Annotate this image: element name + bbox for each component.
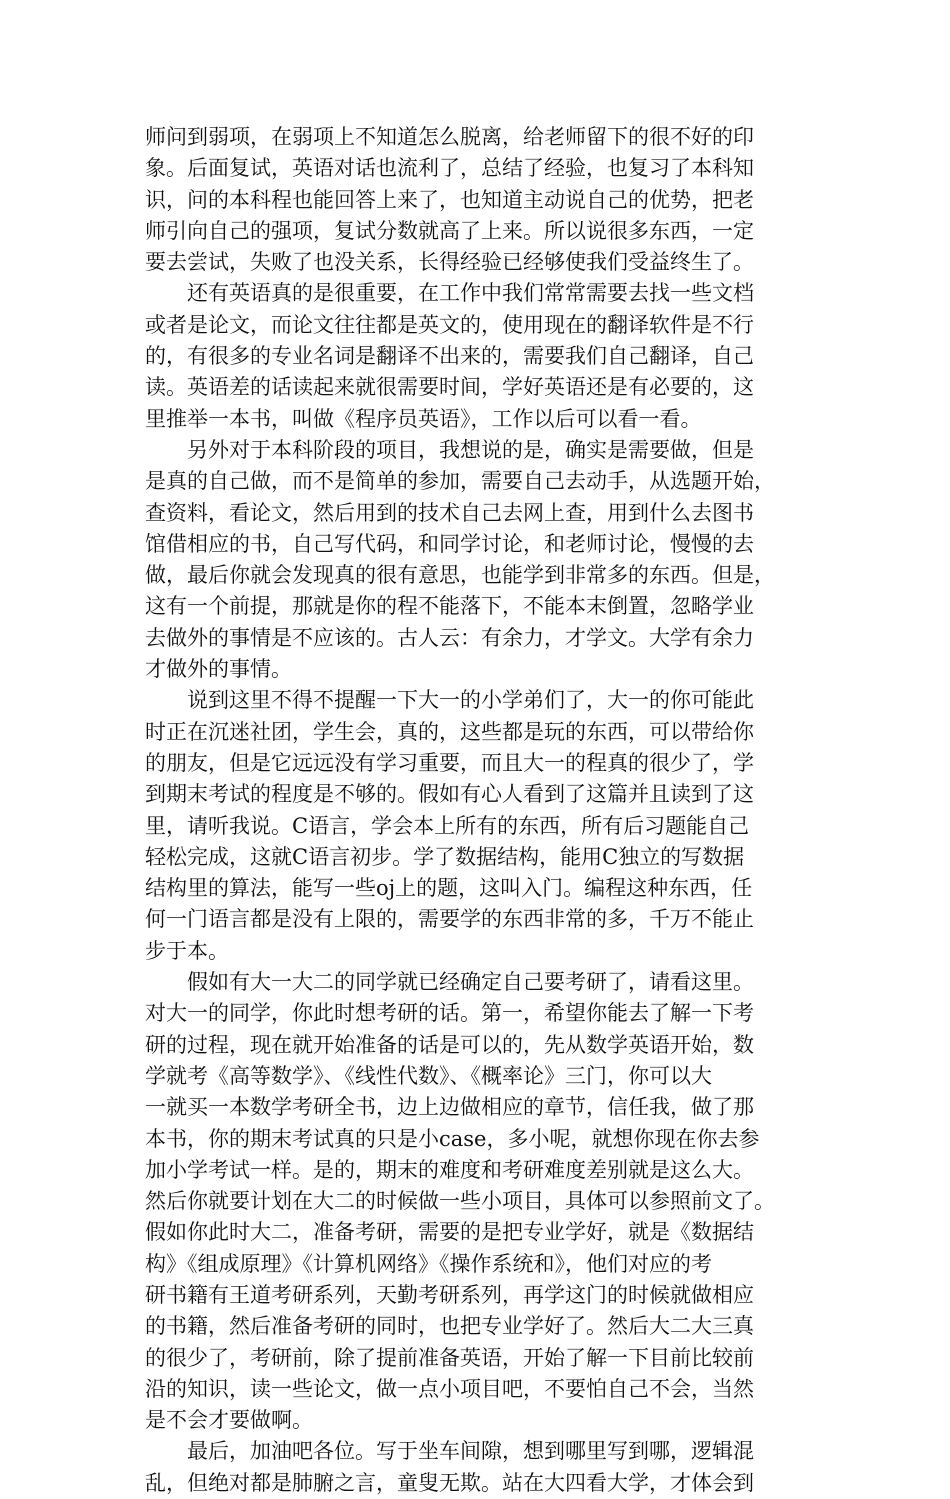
text-line: 一就买一本数学考研全书，边上边做相应的章节，信任我，做了那 [145, 1095, 754, 1120]
text-line: 然后你就要计划在大二的时候做一些小项目，具体可以参照前文了。 [145, 1189, 775, 1214]
text-line: 读。英语差的话读起来就很需要时间，学好英语还是有必要的，这 [145, 375, 754, 400]
text-line: 是不会才要做啊。 [145, 1408, 313, 1433]
paragraph-2 [145, 278, 805, 434]
text-line: 另外对于本科阶段的项目，我想说的是，确实是需要做，但是 [187, 437, 754, 462]
text-line: 师问到弱项，在弱项上不知道怎么脱离，给老师留下的很不好的印 [145, 125, 754, 149]
text-line: 结构里的算法，能写一些oj上的题，这叫入门。编程这种东西，任 [145, 876, 753, 901]
text-line: 师引向自己的强项，复试分数就高了上来。所以说很多东西，一定 [145, 218, 754, 243]
paragraph-5 [145, 967, 805, 1436]
text-line: 说到这里不得不提醒一下大一的小学弟们了，大一的你可能此 [187, 688, 754, 713]
paragraph-3 [145, 435, 805, 685]
text-line: 最后，加油吧各位。写于坐车间隙，想到哪里写到哪，逻辑混 [187, 1439, 754, 1464]
text-line: 构》《组成原理》《计算机网络》《操作系统和》，他们对应的考 [145, 1251, 712, 1276]
text-line: 的朋友，但是它远远没有学习重要，而且大一的程真的很少了，学 [145, 750, 754, 775]
text-line: 步于本。 [145, 938, 229, 963]
text-line: 轻松完成，这就C语言初步。学了数据结构，能用C独立的写数据 [145, 844, 745, 869]
text-line: 研的过程，现在就开始准备的话是可以的，先从数学英语开始，数 [145, 1032, 754, 1057]
text-line: 识，问的本科程也能回答上来了，也知道主动说自己的优势，把老 [145, 187, 754, 212]
text-line: 才做外的事情。 [145, 657, 292, 682]
text-line: 本书，你的期末考试真的只是小case，多小呢，就想你现在你去参 [145, 1126, 760, 1151]
text-line: 学就考《高等数学》、《线性代数》、《概率论》三门，你可以大 [145, 1063, 712, 1088]
text-line: 是真的自己做，而不是简单的参加，需要自己去动手，从选题开始， [145, 469, 775, 494]
text-line: 馆借相应的书，自己写代码，和同学讨论，和老师讨论，慢慢的去 [145, 531, 754, 556]
paragraph-1 [145, 122, 805, 278]
text-line: 查资料，看论文，然后用到的技术自己去网上查，用到什么去图书 [145, 500, 754, 525]
text-line: 假如有大一大二的同学就已经确定自己要考研了，请看这里。 [187, 970, 754, 995]
text-line: 还有英语真的是很重要，在工作中我们常常需要去找一些文档 [187, 281, 754, 306]
text-line: 或者是论文，而论文往往都是英文的，使用现在的翻译软件是不行 [145, 312, 754, 337]
document-body [145, 122, 805, 1499]
paragraph-6 [145, 1436, 805, 1499]
text-line: 象。后面复试，英语对话也流利了，总结了经验，也复习了本科知 [145, 156, 754, 181]
text-line: 何一门语言都是没有上限的，需要学的东西非常的多，千万不能止 [145, 907, 754, 932]
text-line: 对大一的同学，你此时想考研的话。第一，希望你能去了解一下考 [145, 1001, 754, 1026]
text-line: 加小学考试一样。是的，期末的难度和考研难度差别就是这么大。 [145, 1157, 754, 1182]
text-line: 的，有很多的专业名词是翻译不出来的，需要我们自己翻译，自己 [145, 344, 754, 369]
text-line: 这有一个前提，那就是你的程不能落下，不能本末倒置，忽略学业 [145, 594, 754, 619]
text-line: 乱，但绝对都是肺腑之言，童叟无欺。站在大四看大学，才体会到 [145, 1470, 754, 1495]
text-line: 时正在沉迷社团，学生会，真的，这些都是玩的东西，可以带给你 [145, 719, 754, 744]
text-line: 的很少了，考研前，除了提前准备英语，开始了解一下目前比较前 [145, 1345, 754, 1370]
text-line: 沿的知识，读一些论文，做一点小项目吧，不要怕自己不会，当然 [145, 1376, 754, 1401]
text-line: 里推举一本书，叫做《程序员英语》，工作以后可以看一看。 [145, 406, 702, 431]
text-line: 里，请听我说。C语言，学会本上所有的东西，所有后习题能自己 [145, 813, 750, 838]
text-line: 做，最后你就会发现真的很有意思，也能学到非常多的东西。但是， [145, 563, 775, 588]
text-line: 的书籍，然后准备考研的同时，也把专业学好了。然后大二大三真 [145, 1314, 754, 1339]
text-line: 假如你此时大二，准备考研，需要的是把专业学好，就是《数据结 [145, 1220, 754, 1245]
text-line: 要去尝试，失败了也没关系，长得经验已经够使我们受益终生了。 [145, 250, 754, 275]
text-line: 去做外的事情是不应该的。古人云：有余力，才学文。大学有余力 [145, 625, 754, 650]
paragraph-4 [145, 685, 805, 967]
text-line: 研书籍有王道考研系列，天勤考研系列，再学这门的时候就做相应 [145, 1282, 754, 1307]
text-line: 到期末考试的程度是不够的。假如有心人看到了这篇并且读到了这 [145, 782, 754, 807]
